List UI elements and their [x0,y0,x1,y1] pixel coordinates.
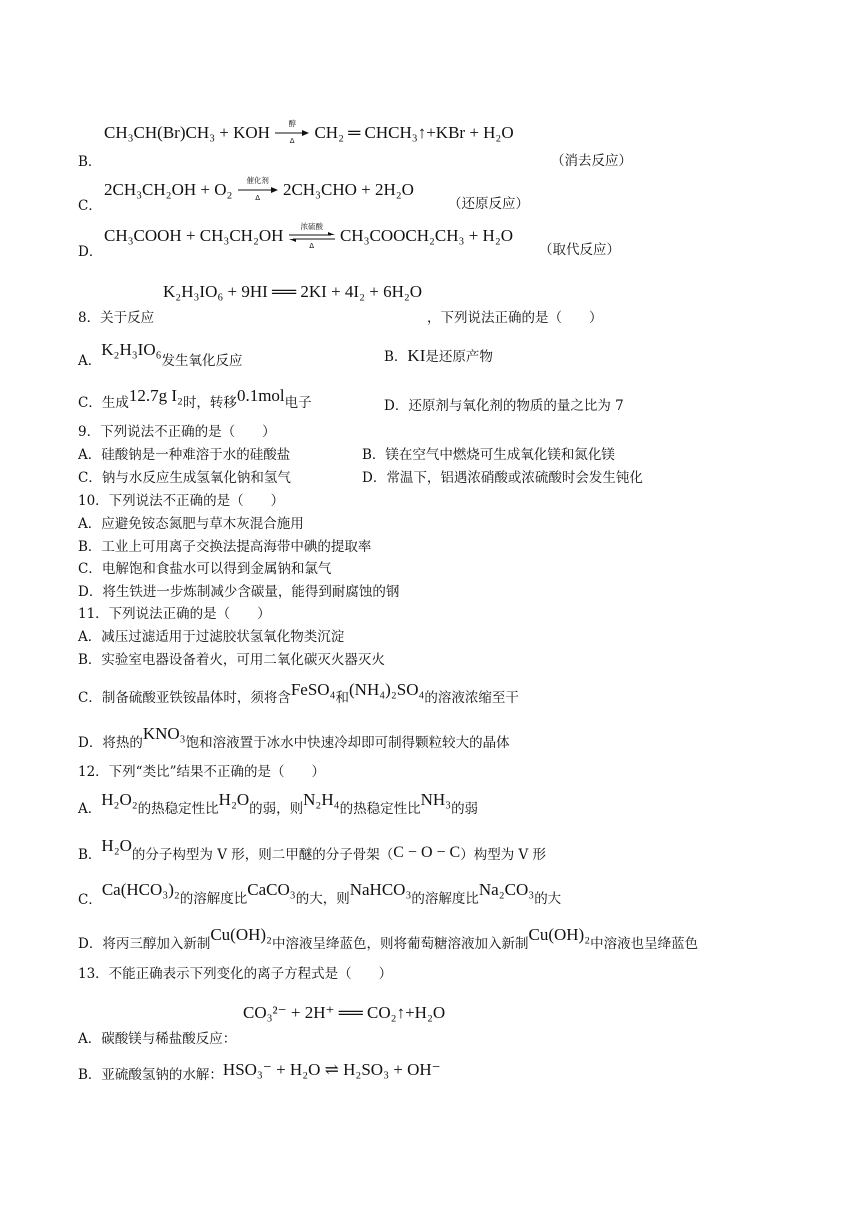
q7-c-cond-top: 催化剂 [246,176,269,186]
q7-d-label: D． [78,244,103,260]
q11-option-b: B．实验室电器设备着火，可用二氧化碳灭火器灭火 [78,652,385,668]
q8-c-label: C．生成 [78,395,129,411]
q12-d-pre: D．将丙三醇加入新制 [78,936,211,952]
q8-c-mid: 时，转移 [182,395,237,411]
q8-c-formula: 12.7g I₂ [128,386,183,405]
q12-option-a [78,790,478,817]
q12-a-f1: H₂O₂ [101,790,138,809]
q8-c-text: 电子 [284,395,312,411]
q11-c-formula1: FeSO₄ [290,680,336,699]
q8-option-c [78,386,312,411]
q12-a-f2: H₂O [218,790,250,809]
q7-c-rhs: 2CH₃CHO + 2H₂O [282,180,414,199]
q7-c-cond-bottom: Δ [255,194,261,203]
q12-c-label: C． [78,892,102,908]
q10-option-a: A．应避免铵态氮肥与草木灰混合施用 [78,516,304,532]
q8-option-b [384,345,493,366]
q8-a-text: 发生氧化反应 [161,353,243,369]
q11-option-d [78,724,510,751]
q12-a-t1: 的热稳定性比 [137,801,219,817]
q12-d-mid: 中溶液呈绛蓝色，则将葡萄糖溶液加入新制 [271,936,529,952]
q11-d-post: 饱和溶液置于冰水中快速冷却即可制得颗粒较大的晶体 [185,735,510,751]
q12-a-f3: N₂H₄ [303,790,340,809]
q12-stem: 12．下列“类比”结果不正确的是（ ） [78,764,325,780]
right-arrow-icon [275,129,309,137]
q7-d-cond-top: 浓硫酸 [300,222,323,232]
q12-option-c [78,880,561,908]
q10-option-d: D．将生铁进一步炼制减少含碳量，能得到耐腐蚀的钢 [78,584,400,600]
q10-stem: 10．下列说法不正确的是（ ） [78,493,285,509]
q12-a-t3: 的热稳定性比 [339,801,421,817]
q12-c-f1: Ca(HCO₃)₂ [101,880,180,899]
q11-d-pre: D．将热的 [78,735,143,751]
q7-b-equation [104,119,514,146]
q12-c-f4: Na₂CO₃ [478,880,535,899]
q12-d-f1: Cu(OH)₂ [210,925,272,944]
q12-b-label: B． [78,847,102,863]
q9-stem: 9．下列说法不正确的是（ ） [78,424,276,440]
q13-option-b [78,1060,441,1083]
q11-c-formula2: (NH₄)₂SO₄ [349,680,425,699]
q7-d-rhs: CH₃COOCH₂CH₃ + H₂O [339,226,514,245]
q13-stem: 13．不能正确表示下列变化的离子方程式是（ ） [78,966,393,982]
q12-a-label: A． [78,801,102,817]
q9-option-c: C．钠与水反应生成氢氧化钠和氢气 [78,470,291,486]
q7-b-rhs: CH₂ ═ CHCH₃↑+KBr + H₂O [314,123,514,142]
q7-d-cond-bottom: Δ [309,242,315,251]
q8-a-formula: K₂H₃IO₆ [101,340,162,359]
q11-option-a: A．减压过滤适用于过滤胶状氢氧化物类沉淀 [78,629,345,645]
q7-b-cond-top: 醇 [288,119,296,129]
q7-c-type: （还原反应） [448,196,529,212]
q7-c-equation [104,176,414,203]
q9-option-a: A．硅酸钠是一种难溶于水的硅酸盐 [78,447,291,463]
q12-c-t3: 的溶解度比 [411,891,479,907]
q13-b-text: B．亚硫酸氢钠的水解： [78,1067,223,1083]
q7-b-arrow [275,119,309,146]
q12-d-post: 中溶液也呈绛蓝色 [590,936,699,952]
q12-c-f3: NaHCO₃ [349,880,412,899]
q8-a-label: A． [78,353,102,369]
q11-c-pre: C．制备硫酸亚铁铵晶体时，须将含 [78,690,291,706]
q7-b-label: B． [78,154,102,170]
q7-d-equation [104,222,514,251]
q13-option-a: A．碳酸镁与稀盐酸反应： [78,1031,237,1047]
q11-d-formula: KNO₃ [142,724,186,743]
q11-stem: 11．下列说法正确的是（ ） [78,606,271,622]
q8-option-d: D．还原剂与氧化剂的物质的量之比为 7 [384,398,624,414]
q12-option-d [78,925,698,952]
q12-d-f2: Cu(OH)₂ [528,925,591,944]
q7-b-lhs: CH₃CH(Br)CH₃ + KOH [104,123,270,142]
q9-option-d: D．常温下，铝遇浓硝酸或浓硫酸时会发生钝化 [362,470,643,486]
equilibrium-arrow-icon [289,232,335,242]
q12-option-b [78,836,546,863]
q8-stem-prefix: 8．关于反应 [78,310,155,326]
q12-c-t4: 的大 [534,891,562,907]
right-arrow-icon [238,186,278,194]
q12-b-t2: ）构型为 V 形 [460,847,547,863]
q8-b-label: B． [384,349,408,365]
q12-c-f2: CaCO₃ [247,880,296,899]
q8-b-text: 是还原产物 [425,349,493,365]
q12-c-t2: 的大，则 [295,891,350,907]
q12-c-t1: 的溶解度比 [179,891,248,907]
q7-c-label: C． [78,198,102,214]
q12-b-t1: 的分子构型为 V 形，则二甲醚的分子骨架（ [131,847,394,863]
q12-a-t2: 的弱，则 [249,801,304,817]
q7-c-lhs: 2CH₃CH₂OH + O₂ [104,180,233,199]
q12-b-f2: C − O − C [393,844,461,861]
q8-b-formula: KI [407,346,426,365]
q8-equation: K₂H₃IO₆ + 9HI ══ 2KI + 4I₂ + 6H₂O [163,282,423,301]
q12-a-f4: NH₃ [420,790,452,809]
q12-a-t4: 的弱 [451,801,479,817]
q10-option-c: C．电解饱和食盐水可以得到金属钠和氯气 [78,561,332,577]
q13-a-equation: CO₃²⁻ + 2H⁺ ══ CO₂↑+H₂O [243,1003,446,1022]
q7-c-arrow [238,176,278,203]
q11-option-c [78,680,519,706]
q7-d-lhs: CH₃COOH + CH₃CH₂OH [104,226,284,245]
q9-option-b: B．镁在空气中燃烧可生成氧化镁和氮化镁 [362,447,615,463]
q7-b-type: （消去反应） [551,153,632,169]
q7-b-cond-bottom: Δ [289,137,295,146]
q8-stem-suffix: ，下列说法正确的是（ ） [427,310,603,326]
q8-option-a [78,340,243,369]
q8-c-formula2: 0.1mol [236,386,285,405]
q7-d-type: （取代反应） [539,242,620,258]
q7-d-arrow [289,222,335,251]
q13-b-equation: HSO₃⁻ + H₂O ⇌ H₂SO₃ + OH⁻ [222,1060,441,1079]
q11-c-post: 的溶液浓缩至干 [424,690,519,706]
q12-b-f1: H₂O [101,836,132,855]
q10-option-b: B．工业上可用离子交换法提高海带中碘的提取率 [78,539,372,555]
q11-c-mid: 和 [335,690,350,706]
